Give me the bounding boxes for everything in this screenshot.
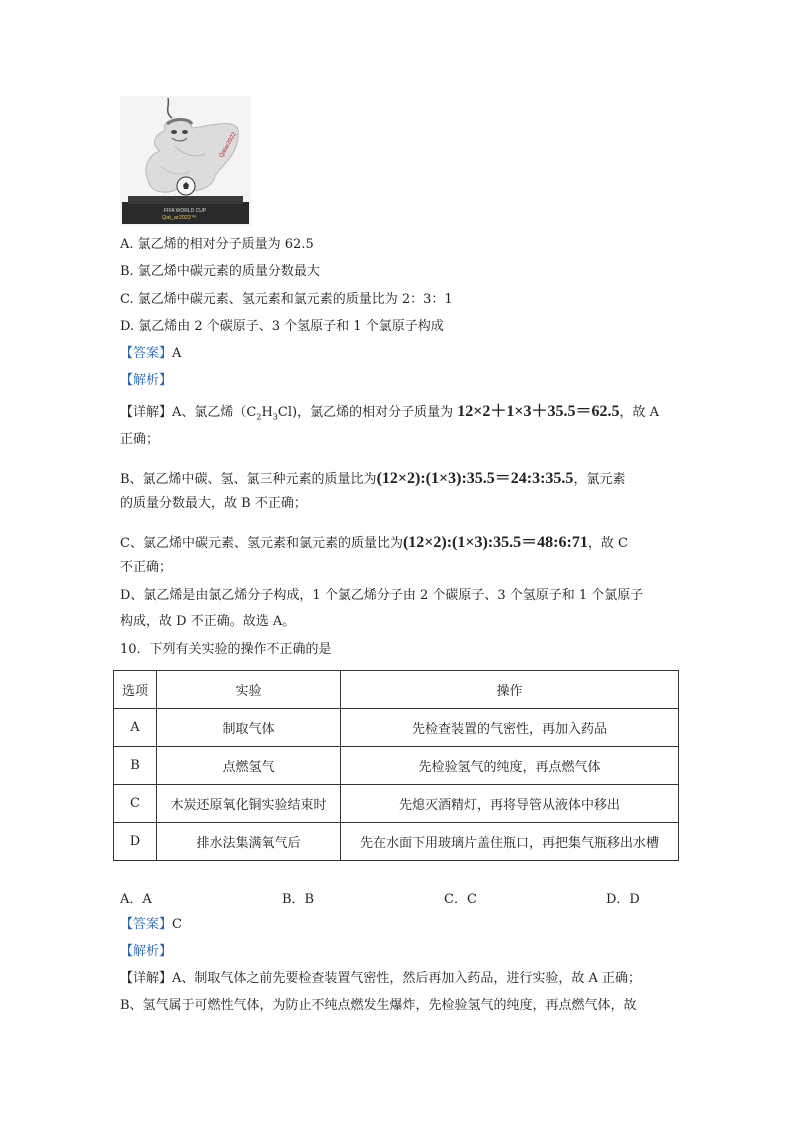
table-cell: B [114,747,157,785]
table-row [114,823,679,861]
table-cell: 先检查装置的气密性，再加入药品 [341,709,679,747]
formula-b: (12×2):(1×3):35.5＝24:3:35.5 [376,470,574,487]
answer-value: A [172,346,182,361]
detail-a-text: A、氯乙烯（C [172,405,257,420]
q9-detail-b [120,469,625,490]
mascot-side-text: Qatar2022 [218,131,238,159]
q9-detail-a [120,402,659,428]
q9-analysis-tag: 【解析】 [120,373,173,388]
q10-detail-b: B、氢气属于可燃性气体，为防止不纯点燃发生爆炸，先检验氢气的纯度，再点燃气体，故 [120,998,637,1013]
table-cell: 点燃氢气 [157,747,341,785]
q9-answer [120,344,181,364]
detail-b-text: ，氯元素 [573,472,626,487]
q9-detail-c-cont: 不正确； [120,560,173,575]
table-cell: 先检验氢气的纯度，再点燃气体 [341,747,679,785]
detail-tag: 【详解】 [120,971,173,986]
mascot-caption-2: Qat_ar2022™ [162,215,197,221]
detail-c-text: ，故 C [587,536,628,551]
q10-choice-c: C．C [444,892,477,907]
table-header: 选项 [114,671,157,709]
q9-detail-d-cont: 构成，故 D 不正确。故选 A。 [120,614,296,629]
table-cell: A [114,709,157,747]
mascot-image [120,96,251,226]
q9-option-b: B. 氯乙烯中碳元素的质量分数最大 [120,264,320,279]
q9-option-c: C. 氯乙烯中碳元素、氢元素和氯元素的质量比为 2：3：1 [120,292,453,307]
subscript: 3 [272,412,278,422]
detail-b-text: B、氯乙烯中碳、氢、氯三种元素的质量比为 [120,472,377,487]
formula-c: (12×2):(1×3):35.5＝48:6:71 [402,534,588,551]
table-cell: 木炭还原氧化铜实验结束时 [157,785,341,823]
q9-detail-b-cont: 的质量分数最大，故 B 不正确； [120,496,307,511]
table-cell: C [114,785,157,823]
table-cell: 先在水面下用玻璃片盖住瓶口，再把集气瓶移出水槽 [341,823,679,861]
subscript: 2 [256,412,262,422]
q10-answer [120,915,182,935]
table-cell: 排水法集满氧气后 [157,823,341,861]
detail-a-text: ，故 A [619,405,659,420]
table-row [114,747,679,785]
detail-tag: 【详解】 [120,405,173,420]
detail-a-text: H [261,405,273,420]
table-header-row [114,671,679,709]
q10-analysis-tag: 【解析】 [120,944,173,959]
table-row [114,709,679,747]
answer-value: C [172,917,182,932]
q10-choice-d: D．D [606,892,640,907]
table-cell: 制取气体 [157,709,341,747]
table-row [114,785,679,823]
answer-tag: 【答案】 [120,346,173,361]
table-header: 操作 [341,671,679,709]
q9-option-a: A. 氯乙烯的相对分子质量为 62.5 [120,237,314,252]
table-cell: 先熄灭酒精灯，再将导管从液体中移出 [341,785,679,823]
q9-detail-a-cont: 正确； [120,432,160,447]
mascot-caption-1: FIFA WORLD CUP [164,208,207,214]
formula-a: 12×2＋1×3＋35.5＝62.5 [457,403,620,420]
detail-a-text: A、制取气体之前先要检查装置气密性，然后再加入药品，进行实验，故 A 正确； [172,971,642,986]
q10-table [113,670,679,861]
table-header: 实验 [157,671,341,709]
q10-detail-a [120,969,641,989]
q9-detail-c [120,533,628,554]
q9-option-d: D. 氯乙烯由 2 个碳原子、3 个氢原子和 1 个氯原子构成 [120,319,444,334]
q10-choice-b: B．B [282,892,315,907]
detail-a-text: Cl)，氯乙烯的相对分子质量为 [277,405,454,420]
detail-c-text: C、氯乙烯中碳元素、氢元素和氯元素的质量比为 [120,536,403,551]
table-cell: D [114,823,157,861]
q10-stem: 10．下列有关实验的操作不正确的是 [120,642,332,657]
q9-detail-d: D、氯乙烯是由氯乙烯分子构成，1 个氯乙烯分子由 2 个碳原子、3 个氢原子和 1 个氯原子 [120,588,644,603]
q10-choice-a: A．A [120,892,152,907]
answer-tag: 【答案】 [120,917,173,932]
